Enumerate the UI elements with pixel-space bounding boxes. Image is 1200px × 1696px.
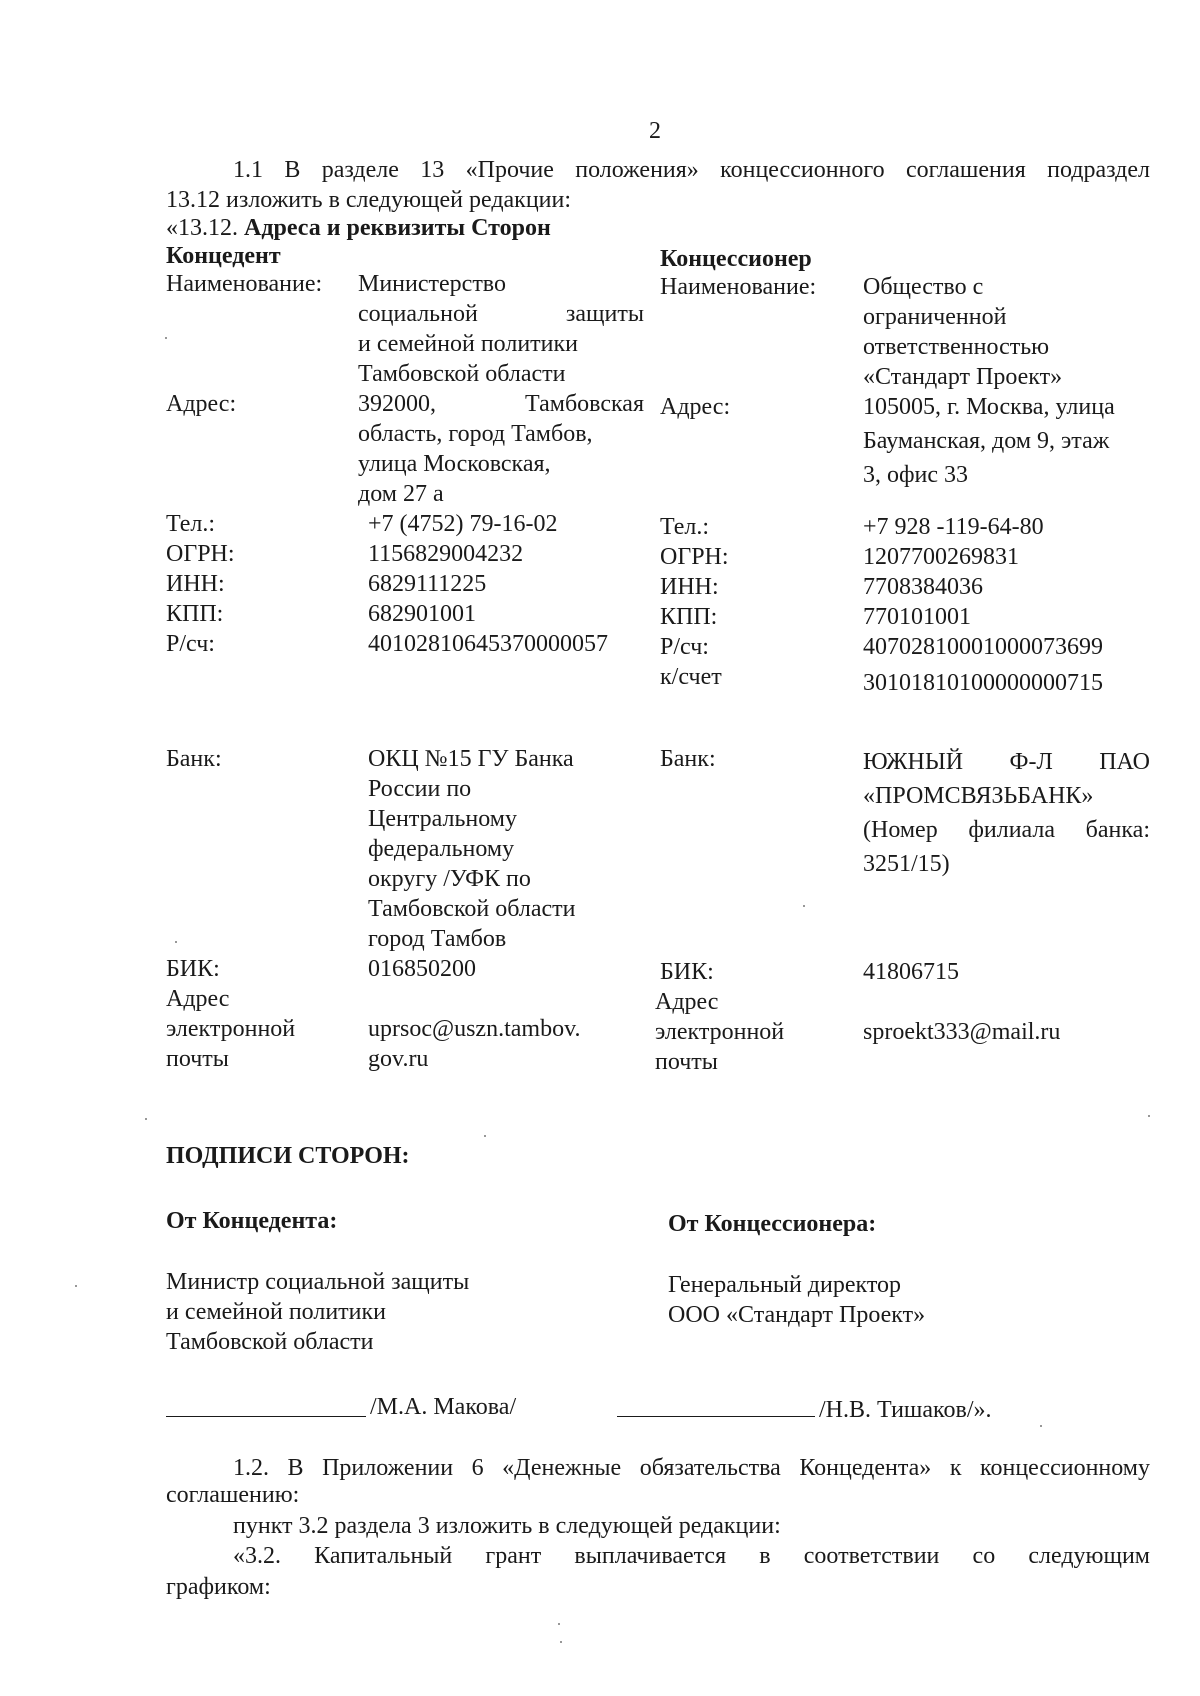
- concessionaire-corr: 30101810100000000715: [863, 670, 1103, 696]
- concessionaire-corr-label: к/счет: [660, 664, 722, 690]
- grantor-signature-name: /М.А. Макова/: [370, 1394, 517, 1420]
- concessionaire-name-line: ответственностью: [863, 334, 1050, 360]
- grantor-bank-line: России по: [368, 776, 472, 802]
- scan-speck: [558, 1623, 560, 1625]
- grantor-bank-line: федеральному: [368, 836, 515, 862]
- concessionaire-bik: 41806715: [863, 959, 959, 985]
- section-1-2-line-3: пункт 3.2 раздела 3 изложить в следующей редакции:: [233, 1513, 781, 1539]
- grantor-email-label: Адрес: [166, 986, 230, 1012]
- grantor-signature-line: [166, 1416, 366, 1417]
- concessionaire-email-label: электронной: [655, 1019, 785, 1045]
- grantor-bik: 016850200: [368, 956, 476, 982]
- scan-speck: [175, 941, 177, 943]
- grantor-kpp-label: КПП:: [166, 601, 224, 627]
- concessionaire-email-label: Адрес: [655, 989, 719, 1015]
- grantor-title: Концедент: [166, 243, 281, 269]
- concessionaire-bank-line: ЮЖНЫЙ Ф-Л ПАО: [863, 749, 1150, 775]
- grantor-address-line: улица Московская,: [358, 451, 551, 477]
- concessionaire-bank-line: «ПРОМСВЯЗЬБАНК»: [863, 783, 1094, 809]
- grantor-email-label: почты: [166, 1046, 229, 1072]
- concessionaire-inn-label: ИНН:: [660, 574, 719, 600]
- scan-speck: [165, 337, 167, 339]
- concessionaire-name-line: Общество с: [863, 274, 984, 300]
- grantor-email-label: электронной: [166, 1016, 296, 1042]
- grantor-phone: +7 (4752) 79-16-02: [368, 511, 558, 537]
- concessionaire-kpp-label: КПП:: [660, 604, 718, 630]
- grantor-bank-line: ОКЦ №15 ГУ Банка: [368, 746, 574, 772]
- section-heading: «13.12. Адреса и реквизиты Сторон: [166, 215, 551, 241]
- grantor-bank-line: Тамбовской области: [368, 896, 576, 922]
- grantor-name-line: Тамбовской области: [358, 361, 566, 387]
- scan-speck: [145, 1118, 147, 1120]
- concessionaire-bik-label: БИК:: [660, 959, 714, 985]
- grantor-signature-title: От Концедента:: [166, 1208, 338, 1234]
- concessionaire-address-line: Бауманская, дом 9, этаж: [863, 428, 1110, 454]
- page-number: 2: [649, 118, 661, 144]
- grantor-name-line: Министерство: [358, 271, 506, 297]
- grantor-account: 40102810645370000057: [368, 631, 608, 657]
- concessionaire-bank-line: 3251/15): [863, 851, 950, 877]
- concessionaire-name-line: ограниченной: [863, 304, 1007, 330]
- grantor-name-line: и семейной политики: [358, 331, 578, 357]
- scan-speck: [803, 905, 805, 907]
- grantor-email: gov.ru: [368, 1046, 429, 1072]
- grantor-position-line: Тамбовской области: [166, 1329, 374, 1355]
- concessionaire-phone: +7 928 -119-64-80: [863, 514, 1044, 540]
- concessionaire-name-line: «Стандарт Проект»: [863, 364, 1063, 390]
- grantor-bank-line: Центральному: [368, 806, 517, 832]
- grantor-kpp: 682901001: [368, 601, 476, 627]
- concessionaire-kpp: 770101001: [863, 604, 971, 630]
- grantor-bank-line: округу /УФК по: [368, 866, 531, 892]
- scan-speck: [1148, 1115, 1150, 1117]
- concessionaire-bank-line: (Номер филиала банка:: [863, 817, 1150, 843]
- concessionaire-address-label: Адрес:: [660, 394, 731, 420]
- grantor-phone-label: Тел.:: [166, 511, 216, 537]
- concessionaire-bank-label: Банк:: [660, 746, 716, 772]
- section-1-2-line-4: «3.2. Капитальный грант выплачивается в соответствии со следующим: [233, 1543, 1150, 1569]
- grantor-position-line: и семейной политики: [166, 1299, 386, 1325]
- grantor-inn-label: ИНН:: [166, 571, 225, 597]
- section-1-2-line-5: графиком:: [166, 1574, 271, 1600]
- grantor-address-line: дом 27 а: [358, 481, 444, 507]
- grantor-position-line: Министр социальной защиты: [166, 1269, 470, 1295]
- scan-speck: [560, 1641, 562, 1643]
- concessionaire-address-line: 3, офис 33: [863, 462, 969, 488]
- grantor-address-line: область, город Тамбов,: [358, 421, 593, 447]
- intro-line-2: 13.12 изложить в следующей редакции:: [166, 187, 572, 213]
- grantor-ogrn: 1156829004232: [368, 541, 524, 567]
- grantor-email: uprsoc@uszn.tambov.: [368, 1016, 581, 1042]
- concessionaire-ogrn: 1207700269831: [863, 544, 1019, 570]
- concessionaire-signature-title: От Концессионера:: [668, 1211, 877, 1237]
- scan-speck: [75, 1285, 77, 1287]
- concessionaire-name-label: Наименование:: [660, 274, 817, 300]
- scan-speck: [1040, 1425, 1042, 1427]
- grantor-address-line: 392000, Тамбовская: [358, 391, 644, 417]
- concessionaire-position-line: ООО «Стандарт Проект»: [668, 1302, 926, 1328]
- concessionaire-email: sproekt333@mail.ru: [863, 1019, 1061, 1045]
- concessionaire-position-line: Генеральный директор: [668, 1272, 902, 1298]
- grantor-bank-label: Банк:: [166, 746, 222, 772]
- concessionaire-inn: 7708384036: [863, 574, 983, 600]
- grantor-name-line: социальной защиты: [358, 301, 644, 327]
- grantor-name-label: Наименование:: [166, 271, 323, 297]
- section-1-2-line-2: соглашению:: [166, 1482, 300, 1508]
- grantor-ogrn-label: ОГРН:: [166, 541, 235, 567]
- concessionaire-ogrn-label: ОГРН:: [660, 544, 729, 570]
- grantor-inn: 6829111225: [368, 571, 487, 597]
- concessionaire-title: Концессионер: [660, 246, 812, 272]
- section-1-2-line-1: 1.2. В Приложении 6 «Денежные обязательства Концедента» к концессионному: [233, 1455, 1150, 1481]
- intro-line-1: 1.1 В разделе 13 «Прочие положения» концессионного соглашения подраздел: [233, 157, 1150, 183]
- concessionaire-email-label: почты: [655, 1049, 718, 1075]
- signatures-heading: ПОДПИСИ СТОРОН:: [166, 1143, 410, 1169]
- grantor-bank-line: город Тамбов: [368, 926, 507, 952]
- concessionaire-account: 40702810001000073699: [863, 634, 1103, 660]
- grantor-bik-label: БИК:: [166, 956, 220, 982]
- concessionaire-account-label: Р/сч:: [660, 634, 709, 660]
- concessionaire-signature-name: /Н.В. Тишаков/».: [819, 1397, 992, 1423]
- concessionaire-signature-line: [617, 1416, 815, 1417]
- grantor-account-label: Р/сч:: [166, 631, 215, 657]
- grantor-address-label: Адрес:: [166, 391, 237, 417]
- concessionaire-phone-label: Тел.:: [660, 514, 710, 540]
- scan-speck: [484, 1135, 486, 1137]
- concessionaire-address-line: 105005, г. Москва, улица: [863, 394, 1115, 420]
